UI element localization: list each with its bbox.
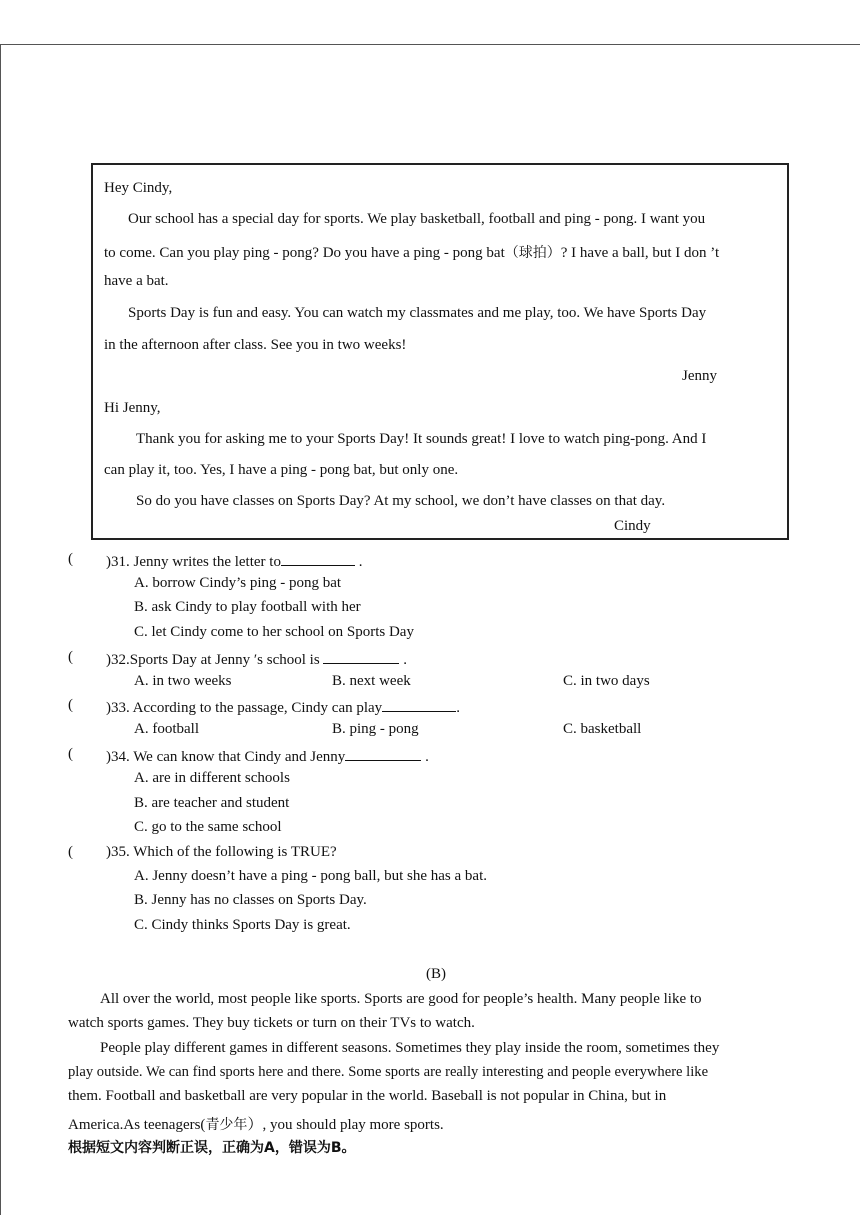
section-b-paragraph1-line2: watch sports games. They buy tickets or turn on their TVs to watch. xyxy=(68,1015,475,1031)
q33-option-a: A. football xyxy=(134,721,199,737)
letter1-paragraph1-line1: Our school has a special day for sports. We play basketball, football and ping - pong. I want you xyxy=(128,211,706,227)
letter1-paragraph2-line1: Sports Day is fun and easy. You can watch my classmates and me play, too. We have Sports Day xyxy=(128,305,707,321)
q32-option-b: B. next week xyxy=(332,673,411,689)
q34-stem-text: )34. We can know that Cindy and Jenny xyxy=(106,749,346,765)
q32-option-a: A. in two weeks xyxy=(134,673,232,689)
section-b-instruction: 根据短文内容判断正误，正确为A，错误为B。 xyxy=(68,1140,356,1156)
q32-option-c: C. in two days xyxy=(563,673,650,689)
q34-paren: ( xyxy=(68,746,73,762)
q33-option-b: B. ping - pong xyxy=(332,721,419,737)
letter2-paragraph2-line1: So do you have classes on Sports Day? At my school, we don’t have classes on that day. xyxy=(136,493,666,509)
q34-stem-end: . xyxy=(425,749,429,765)
section-b-heading: (B) xyxy=(426,966,446,982)
q34-option-a: A. are in different schools xyxy=(134,770,290,786)
q31-stem xyxy=(106,551,362,571)
section-b-paragraph2-line3: them. Football and basketball are very popular in the world. Baseball is not popular in China, but in xyxy=(68,1088,667,1104)
q31-paren: ( xyxy=(68,551,73,567)
q32-paren: ( xyxy=(68,649,73,665)
section-b-line4-chinese: 青少年 xyxy=(205,1117,248,1133)
q33-stem-end: . xyxy=(456,700,460,716)
q31-stem-text: )31. Jenny writes the letter to xyxy=(106,554,281,570)
q34-stem xyxy=(106,746,429,766)
q33-stem-text: )33. According to the passage, Cindy can play xyxy=(106,700,383,716)
section-b-paragraph2-line4 xyxy=(68,1113,444,1134)
q31-answer-blank[interactable] xyxy=(281,551,355,566)
q33-paren: ( xyxy=(68,697,73,713)
q32-stem-end: . xyxy=(403,652,407,668)
letter1-greeting: Hey Cindy, xyxy=(104,180,173,196)
section-b-paragraph2-line1: People play different games in different seasons. Sometimes they play inside the room, sometimes they xyxy=(100,1040,720,1056)
section-b-paragraph1-line1: All over the world, most people like sports. Sports are good for people’s health. Many people like to xyxy=(100,991,702,1007)
q32-stem xyxy=(106,649,407,669)
letter1-line2-chinese: （球拍） xyxy=(504,245,561,261)
q34-option-b: B. are teacher and student xyxy=(134,795,290,811)
q33-answer-blank[interactable] xyxy=(382,697,456,712)
letter1-paragraph1-line3: have a bat. xyxy=(104,273,169,289)
letter1-signature: Jenny xyxy=(682,368,717,384)
q33-stem xyxy=(106,697,460,717)
q35-paren: ( xyxy=(68,844,73,860)
q34-option-c: C. go to the same school xyxy=(134,819,282,835)
q35-option-c: C. Cindy thinks Sports Day is great. xyxy=(134,917,351,933)
q32-answer-blank[interactable] xyxy=(323,649,399,664)
q31-option-c: C. let Cindy come to her school on Sports Day xyxy=(134,624,414,640)
section-b-paragraph2-line2: play outside. We can find sports here and there. Some sports are really interesting and people everywhere like xyxy=(68,1064,709,1080)
letter1-paragraph1-line2 xyxy=(104,242,719,262)
q35-option-a: A. Jenny doesn’t have a ping - pong ball, but she has a bat. xyxy=(134,868,487,884)
page-left-edge xyxy=(0,44,1,1215)
section-b-line4-text-b: ）, you should play more sports. xyxy=(247,1117,444,1133)
letter2-signature: Cindy xyxy=(614,518,651,534)
q31-option-b: B. ask Cindy to play football with her xyxy=(134,599,361,615)
q35-option-b: B. Jenny has no classes on Sports Day. xyxy=(134,892,367,908)
q33-option-c: C. basketball xyxy=(563,721,642,737)
letter2-greeting: Hi Jenny, xyxy=(104,400,161,416)
q34-answer-blank[interactable] xyxy=(345,746,421,761)
letter1-paragraph2-line2: in the afternoon after class. See you in two weeks! xyxy=(104,337,407,353)
q31-stem-end: . xyxy=(358,554,363,570)
q32-stem-text: )32.Sports Day at Jenny ′s school is xyxy=(106,652,320,668)
letter1-line2-text-a: to come. Can you play ping - pong? Do you have a ping - pong bat xyxy=(104,245,505,261)
q31-option-a: A. borrow Cindy’s ping - pong bat xyxy=(134,575,342,591)
page-top-edge xyxy=(0,44,860,45)
q35-stem: )35. Which of the following is TRUE? xyxy=(106,844,337,860)
letter2-paragraph1-line1: Thank you for asking me to your Sports Day! It sounds great! I love to watch ping-pong. And I xyxy=(136,431,707,447)
letter1-line2-text-b: ? I have a ball, but I don ’t xyxy=(560,245,720,261)
section-b-line4-text-a: America.As teenagers( xyxy=(68,1117,206,1133)
letter2-paragraph1-line2: can play it, too. Yes, I have a ping - pong bat, but only one. xyxy=(104,462,459,478)
